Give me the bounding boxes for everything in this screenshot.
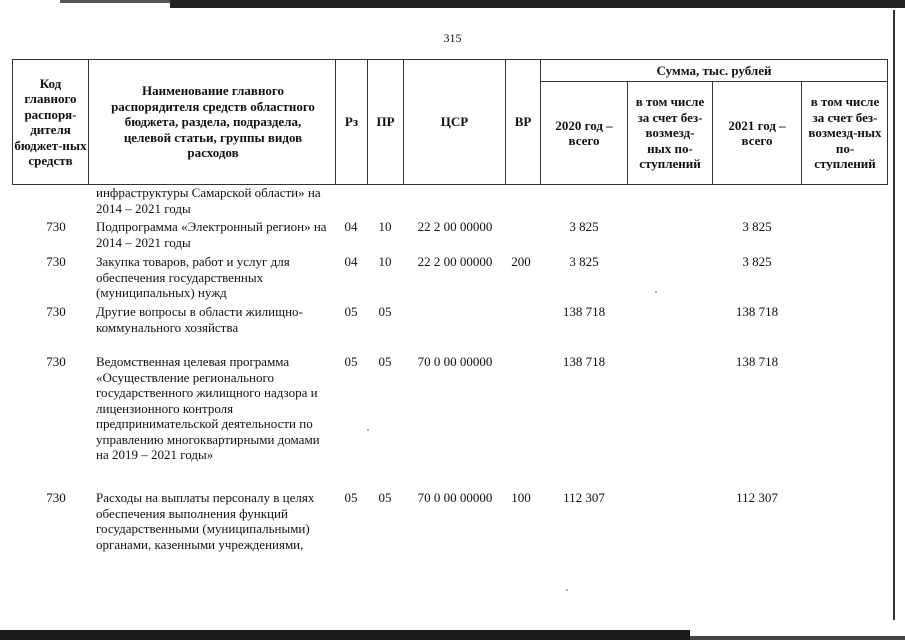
cell-rz: 05	[344, 354, 358, 369]
cell-sum-2021: 3 825	[742, 219, 772, 234]
cell-sum-2021: 138 718	[735, 354, 779, 369]
header-2020-gratuitous: в том числе за счет без-возмезд-ных по-ступлений	[635, 94, 705, 172]
scan-speck	[566, 589, 568, 591]
cell-name: инфраструктуры Самарской области» на 2014 – 2021 годы	[96, 185, 321, 216]
scan-edge-top-left	[60, 0, 180, 3]
cell-sum-2020: 112 307	[563, 490, 605, 505]
cell-vr: 100	[511, 490, 531, 505]
cell-rz: 04	[344, 219, 358, 234]
cell-code: 730	[46, 354, 66, 369]
cell-name: Подпрограмма «Электронный регион» на 2014 – 2021 годы	[96, 219, 327, 250]
header-sum-group: Сумма, тыс. рублей	[656, 62, 772, 78]
header-2020-total: 2020 год – всего	[555, 117, 613, 148]
cell-code: 730	[46, 219, 66, 234]
scan-speck	[367, 429, 369, 431]
cell-rz: 04	[344, 254, 358, 269]
cell-pr: 10	[378, 219, 392, 234]
page-number: 315	[443, 31, 462, 45]
table-body	[0, 185, 905, 625]
cell-sum-2020: 3 825	[569, 254, 599, 269]
header-csr: ЦСР	[440, 114, 469, 130]
header-name: Наименование главного распорядителя средств областного бюджета, раздела, подраздела, целевой статьи, группы видов расходов	[111, 83, 315, 161]
table-header	[12, 59, 888, 185]
cell-sum-2021: 112 307	[736, 490, 778, 505]
cell-code: 730	[46, 490, 66, 505]
cell-csr: 70 0 00 00000	[417, 490, 493, 505]
scan-edge-top	[170, 0, 905, 8]
header-divider	[627, 81, 628, 185]
header-divider	[88, 59, 89, 185]
cell-pr: 05	[378, 490, 392, 505]
scan-edge-bottom-right	[690, 636, 905, 640]
cell-name: Расходы на выплаты персоналу в целях обеспечения выполнения функций государственными (муниципальными) органами, казенными учреждениями,	[96, 490, 315, 552]
header-divider	[801, 81, 802, 185]
cell-csr: 70 0 00 00000	[417, 354, 493, 369]
cell-sum-2021: 138 718	[735, 304, 779, 319]
header-vr: ВР	[514, 114, 532, 130]
cell-name: Закупка товаров, работ и услуг для обеспечения государственных (муниципальных) нужд	[96, 254, 290, 300]
header-2021-total: 2021 год – всего	[728, 117, 786, 148]
scan-speck	[655, 291, 657, 293]
cell-csr: 22 2 00 00000	[417, 254, 493, 269]
cell-sum-2020: 138 718	[562, 304, 606, 319]
cell-rz: 05	[344, 490, 358, 505]
cell-pr: 05	[378, 354, 392, 369]
cell-rz: 05	[344, 304, 358, 319]
header-pr: ПР	[376, 114, 395, 130]
header-rz: Рз	[344, 114, 359, 130]
cell-name: Ведомственная целевая программа «Осуществление регионального государственного жилищного надзора и лицензионного контроля предпринимательской деятельности по управлению многоквартирными домами на 2019 – 2021 годы»	[96, 354, 320, 462]
cell-sum-2020: 3 825	[569, 219, 599, 234]
cell-code: 730	[46, 254, 66, 269]
cell-pr: 10	[378, 254, 392, 269]
scan-edge-bottom	[0, 630, 690, 640]
cell-pr: 05	[378, 304, 392, 319]
cell-sum-2020: 138 718	[562, 354, 606, 369]
cell-vr: 200	[511, 254, 531, 269]
header-divider	[887, 59, 888, 185]
header-2021-gratuitous: в том числе за счет без-возмезд-ных по-ступлений	[808, 94, 882, 172]
cell-code: 730	[46, 304, 66, 319]
cell-csr: 22 2 00 00000	[417, 219, 493, 234]
header-code: Код главного распоря-дителя бюджет-ных средств	[14, 75, 87, 168]
cell-name: Другие вопросы в области жилищно-коммунального хозяйства	[96, 304, 303, 335]
cell-sum-2021: 3 825	[742, 254, 772, 269]
